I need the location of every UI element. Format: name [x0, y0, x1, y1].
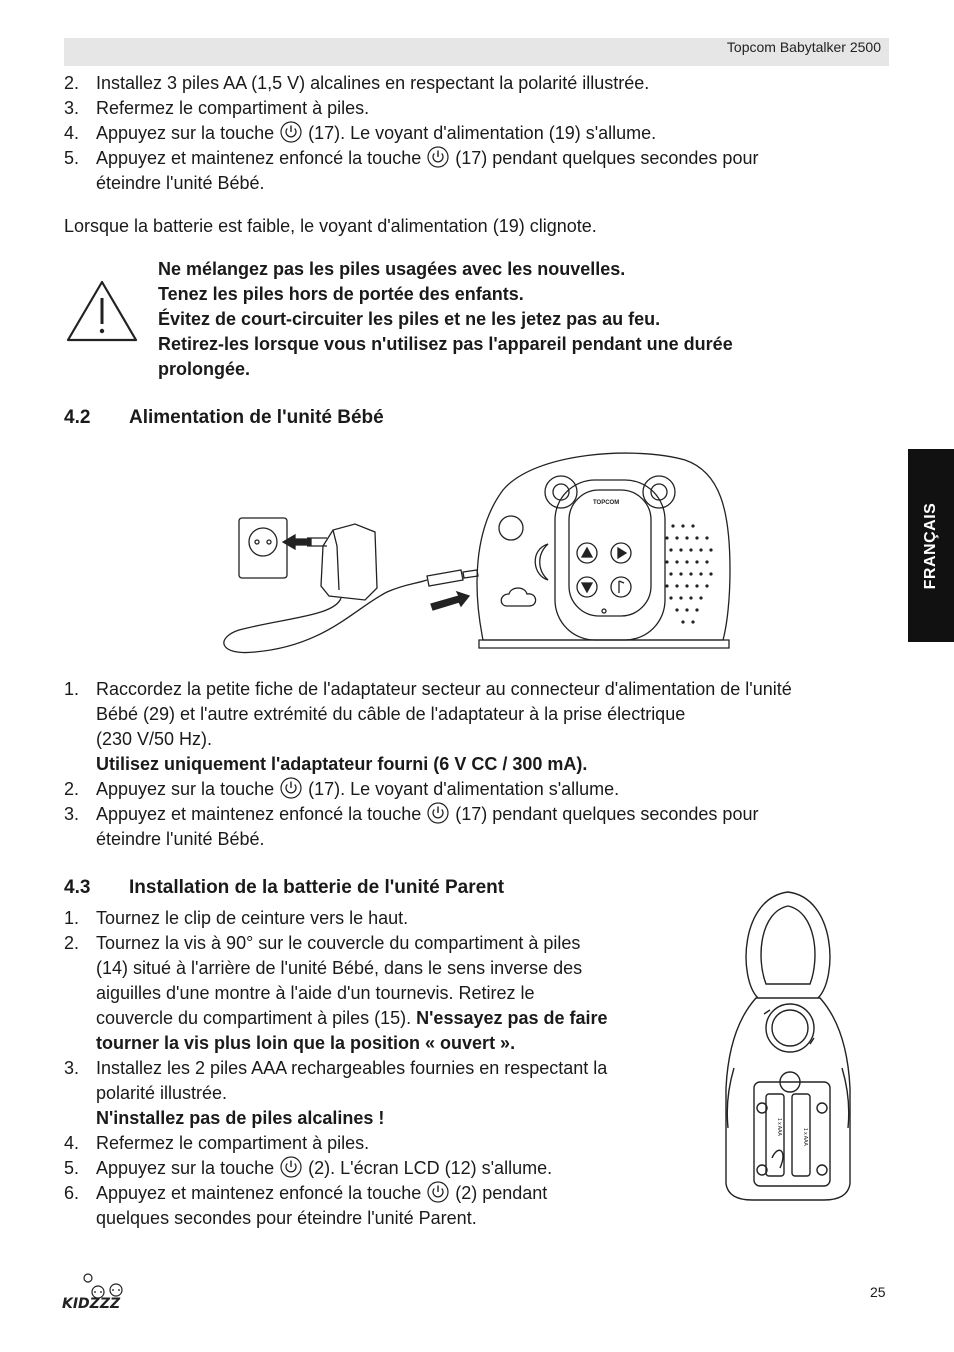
adapter-connection-illustration: [215, 440, 735, 662]
list-item-text: (17). Le voyant d'alimentation (19) s'allume.: [308, 123, 657, 143]
battery-label: 1 x AAA: [802, 1128, 808, 1146]
list-item-text: Refermez le compartiment à piles.: [96, 98, 370, 118]
list-item-text: Appuyez sur la touche: [96, 1158, 275, 1178]
list-item: [96, 1156, 552, 1181]
language-side-tab: [908, 449, 954, 642]
section-title: Alimentation de l'unité Bébé: [129, 407, 384, 428]
power-icon: [280, 121, 302, 143]
header-bar: [64, 38, 889, 66]
power-icon: [427, 802, 449, 824]
list-number: 3.: [64, 98, 80, 118]
list-item-text: Appuyez sur la touche: [96, 779, 275, 799]
warning-line: Tenez les piles hors de portée des enfants.: [158, 284, 524, 304]
parent-unit-illustration: [718, 888, 860, 1204]
page-number: 25: [870, 1284, 886, 1300]
list-number: 2.: [64, 933, 80, 953]
list-item-text: Installez les 2 piles AAA rechargeables fournies en respectant la: [96, 1058, 608, 1078]
list-item-text: (2). L'écran LCD (12) s'allume.: [308, 1158, 553, 1178]
warning-line: prolongée.: [158, 359, 251, 379]
list-item-text: (14) situé à l'arrière de l'unité Bébé, dans le sens inverse des: [96, 958, 583, 978]
list-item-text: Appuyez sur la touche: [96, 123, 275, 143]
list-item-text: (17) pendant quelques secondes pour: [455, 804, 759, 824]
list-item-text: Appuyez et maintenez enfoncé la touche: [96, 1183, 422, 1203]
warning-icon: [64, 278, 140, 344]
warning-line: Évitez de court-circuiter les piles et ne les jetez pas au feu.: [158, 309, 661, 329]
list-item-text: Tournez la vis à 90° sur le couvercle du compartiment à piles: [96, 933, 581, 953]
list-item-bold: N'essayez pas de faire: [416, 1008, 608, 1028]
list-item-text: Appuyez et maintenez enfoncé la touche: [96, 804, 422, 824]
power-icon: [280, 1156, 302, 1178]
list-number: 4.: [64, 1133, 80, 1153]
note-text: Lorsque la batterie est faible, le voyant d'alimentation (19) clignote.: [64, 216, 597, 236]
list-item-text: (17) pendant quelques secondes pour: [455, 148, 759, 168]
list-item-bold: Utilisez uniquement l'adaptateur fourni (6 V CC / 300 mA).: [96, 754, 588, 774]
list-number: 3.: [64, 1058, 80, 1078]
list-item-text: quelques secondes pour éteindre l'unité Parent.: [96, 1208, 477, 1228]
list-number: 5.: [64, 1158, 80, 1178]
list-item-text: Tournez le clip de ceinture vers le haut.: [96, 908, 409, 928]
battery-label: 1 x AAA: [776, 1118, 782, 1136]
speaker-grille: [665, 524, 712, 623]
power-icon: [280, 777, 302, 799]
list-number: 3.: [64, 804, 80, 824]
list-item: [96, 777, 619, 802]
list-item-text: Bébé (29) et l'autre extrémité du câble de l'adaptateur à la prise électrique: [96, 704, 686, 724]
list-item-text: (230 V/50 Hz).: [96, 729, 213, 749]
list-number: 5.: [64, 148, 80, 168]
list-item-text: Raccordez la petite fiche de l'adaptateur secteur au connecteur d'alimentation de l'unité: [96, 679, 792, 699]
list-item-text: polarité illustrée.: [96, 1083, 228, 1103]
list-item: [96, 121, 656, 146]
list-item: [96, 802, 758, 827]
list-item-text: éteindre l'unité Bébé.: [96, 829, 265, 849]
list-number: 4.: [64, 123, 80, 143]
list-item-text: Refermez le compartiment à piles.: [96, 1133, 370, 1153]
list-item-text: Appuyez et maintenez enfoncé la touche: [96, 148, 422, 168]
list-number: 6.: [64, 1183, 80, 1203]
logo-text: KIDZZZ: [62, 1296, 121, 1312]
warning-line: Retirez-les lorsque vous n'utilisez pas l'appareil pendant une durée: [158, 334, 733, 354]
list-item: [96, 1181, 547, 1206]
list-item-text: (17). Le voyant d'alimentation s'allume.: [308, 779, 620, 799]
power-icon: [427, 1181, 449, 1203]
section-number: 4.2: [64, 407, 91, 428]
warning-line: Ne mélangez pas les piles usagées avec les nouvelles.: [158, 259, 626, 279]
list-item-text: Installez 3 piles AA (1,5 V) alcalines en respectant la polarité illustrée.: [96, 73, 650, 93]
section-title: Installation de la batterie de l'unité Parent: [129, 877, 505, 898]
section-number: 4.3: [64, 877, 91, 898]
figure-brand-text: TOPCOM: [593, 500, 620, 506]
list-number: 2.: [64, 779, 80, 799]
header-title: Topcom Babytalker 2500: [726, 39, 881, 55]
power-icon: [427, 146, 449, 168]
list-item: [96, 1006, 608, 1031]
side-tab-label: FRANÇAIS: [922, 502, 939, 589]
kidzzz-logo: [58, 1270, 138, 1314]
list-item-text: couvercle du compartiment à piles (15).: [96, 1008, 412, 1028]
list-item: [96, 146, 758, 171]
list-item-bold: N'installez pas de piles alcalines !: [96, 1108, 385, 1128]
list-number: 1.: [64, 679, 80, 699]
list-item-text: aiguilles d'une montre à l'aide d'un tournevis. Retirez le: [96, 983, 535, 1003]
list-item-bold: tourner la vis plus loin que la position « ouvert ».: [96, 1033, 516, 1053]
list-number: 1.: [64, 908, 80, 928]
list-item-text: (2) pendant: [455, 1183, 548, 1203]
list-number: 2.: [64, 73, 80, 93]
list-item-text: éteindre l'unité Bébé.: [96, 173, 265, 193]
